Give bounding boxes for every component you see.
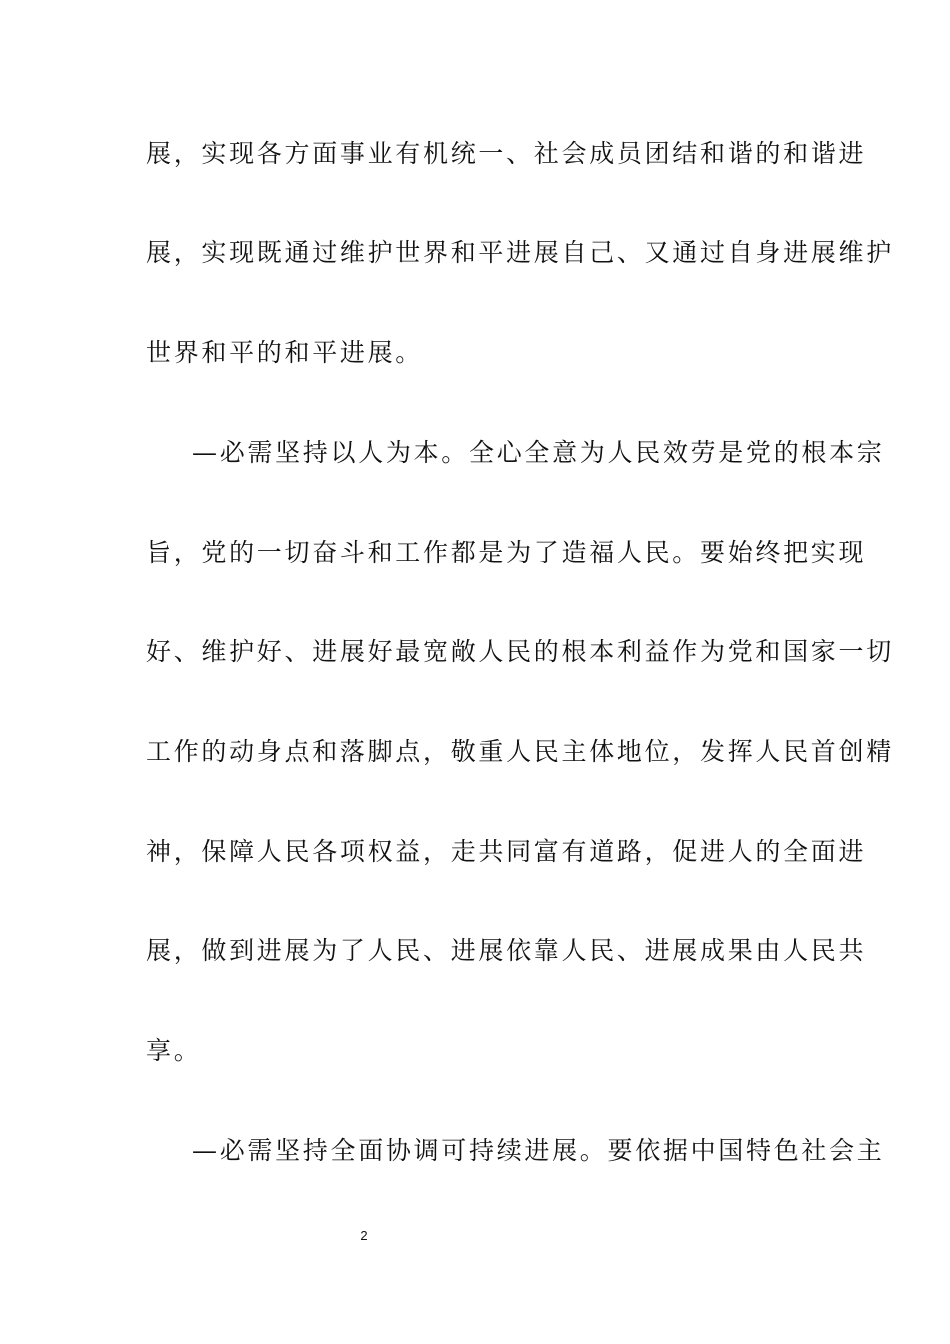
text-line: 工作的动身点和落脚点，敬重人民主体地位，发挥人民首创精 [146,737,894,766]
text-line: 展，实现既通过维护世界和平进展自己、又通过自身进展维护 [146,238,894,267]
page-number: 2 [360,1228,368,1243]
paragraph-start-line: —必需坚持全面协调可持续进展。要依据中国特色社会主 [192,1136,885,1165]
text-line: 世界和平的和平进展。 [146,338,424,367]
text-line: 享。 [146,1036,202,1065]
text-line: 展，实现各方面事业有机统一、社会成员团结和谐的和谐进 [146,139,867,168]
text-line: 神，保障人民各项权益，走共同富有道路，促进人的全面进 [146,837,867,866]
paragraph-start-line: —必需坚持以人为本。全心全意为人民效劳是党的根本宗 [192,438,885,467]
text-line: 好、维护好、进展好最宽敞人民的根本利益作为党和国家一切 [146,637,894,666]
text-line: 旨，党的一切奋斗和工作都是为了造福人民。要始终把实现 [146,538,867,567]
text-line: 展，做到进展为了人民、进展依靠人民、进展成果由人民共 [146,936,867,965]
